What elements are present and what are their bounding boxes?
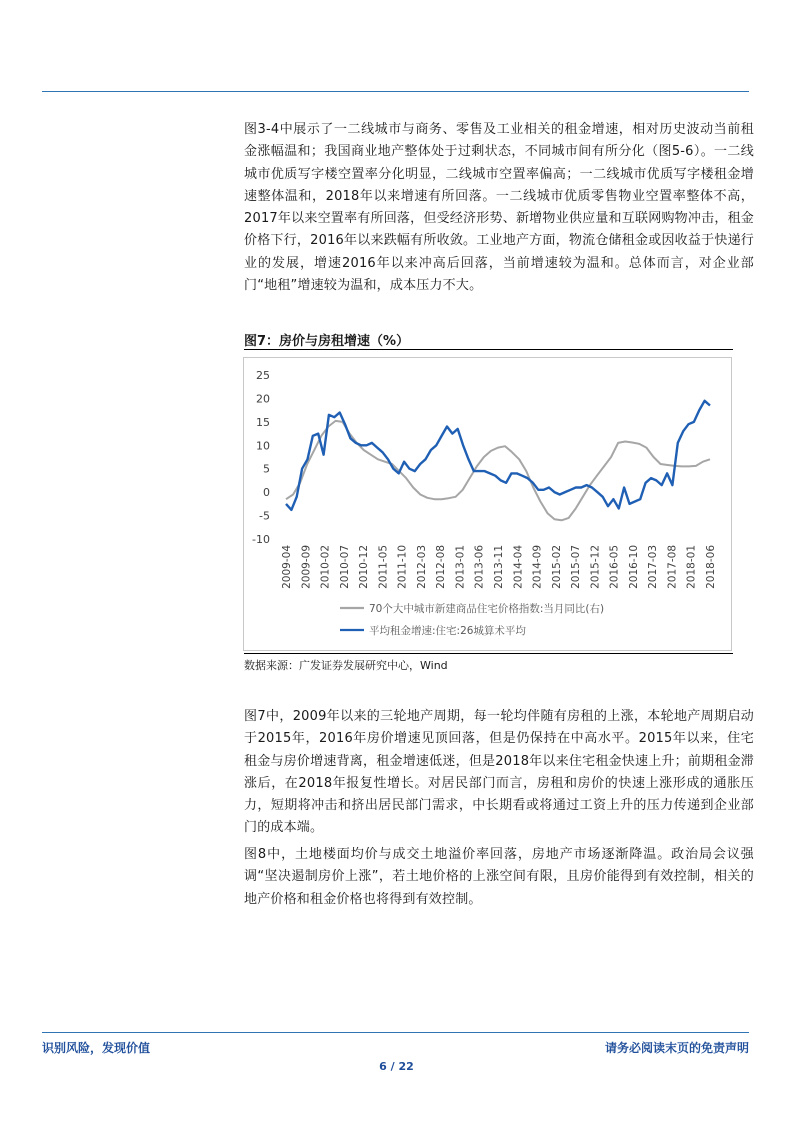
y-tick-label: 0 (263, 486, 270, 500)
x-tick-label: 2012-08 (435, 545, 448, 589)
figure-bottom-rule (244, 653, 733, 654)
figure-title: 图7：房价与房租增速（%） (244, 334, 410, 349)
x-tick-label: 2013-11 (493, 545, 505, 589)
y-tick-label: 10 (256, 439, 270, 453)
x-tick-label: 2010-02 (319, 545, 332, 589)
footer-slogan: 识别风险，发现价值 (42, 1041, 151, 1055)
page-separator: / (386, 1060, 399, 1073)
x-tick-label: 2017-08 (666, 545, 679, 589)
x-tick-label: 2009-09 (300, 545, 313, 589)
x-tick-label: 2010-12 (358, 545, 371, 589)
y-tick-label: 20 (256, 392, 270, 406)
x-tick-label: 2009-04 (281, 545, 293, 589)
figure-source: 数据来源：广发证券发展研究中心，Wind (244, 659, 448, 672)
x-tick-label: 2014-04 (512, 545, 525, 589)
y-tick-label: -10 (252, 533, 270, 546)
x-tick-label: 2013-06 (473, 545, 486, 589)
footer-rule (42, 1032, 749, 1033)
x-tick-label: 2017-03 (647, 545, 660, 589)
x-tick-label: 2015-07 (570, 545, 583, 589)
x-tick-label: 2010-07 (338, 545, 351, 589)
chart-container (243, 357, 732, 651)
series-line-rent (286, 401, 710, 510)
legend-label: 70个大中城市新建商品住宅价格指数:当月同比(右) (369, 603, 605, 615)
x-tick-label: 2014-09 (531, 545, 544, 589)
x-tick-label: 2018-01 (685, 545, 698, 589)
y-tick-label: 5 (263, 462, 270, 476)
y-axis (252, 369, 270, 546)
series-lines (286, 401, 710, 521)
price-rent-chart (244, 358, 731, 650)
y-tick-label: -5 (259, 509, 270, 523)
x-tick-label: 2012-03 (415, 545, 428, 589)
page-total: 22 (398, 1060, 414, 1073)
body-paragraph-3: 图8中，土地楼面均价与成交土地溢价率回落，房地产市场逐渐降温。政治局会议强调“坚决遏制房价上涨”，若土地价格的上涨空间有限，且房价能得到有效控制，相关的地产价格和租金价格也将得到有效控制。 (244, 847, 754, 907)
page-current: 6 (379, 1060, 387, 1073)
x-tick-label: 2011-10 (396, 545, 409, 589)
x-tick-label: 2011-05 (377, 545, 390, 589)
body-paragraph-1: 图3-4中展示了一二线城市与商务、零售及工业相关的租金增速，相对历史波动当前租金涨幅温和；我国商业地产整体处于过剩状态，不同城市间有所分化（图5-6）。一二线城市优质写字楼空置率分化明显，二线城市空置率偏高；一二线城市优质写字楼租金增速整体温和，2018年以来增速有所回落。一二线城市优质零售物业空置率整体不高，2017年以来空置率有所回落，但受经济形势、新增物业供应量和互联网购物冲击，租金价格下行，2016年以来跌幅有所收敛。工业地产方面，物流仓储租金或因收益于快递行业的发展，增速2016年以来冲高后回落，当前增速较为温和。总体而言，对企业部门“地租”增速较为温和，成本压力不大。 (244, 122, 754, 294)
x-tick-label: 2015-02 (550, 545, 563, 589)
x-tick-label: 2013-01 (454, 545, 467, 589)
x-axis (281, 545, 717, 589)
chart-legend (340, 602, 604, 637)
x-tick-label: 2018-06 (705, 545, 717, 589)
footer-disclaimer: 请务必阅读末页的免责声明 (604, 1041, 749, 1055)
body-paragraph-2: 图7中，2009年以来的三轮地产周期，每一轮均伴随有房租的上涨，本轮地产周期启动于2015年，2016年房价增速见顶回落，但是仍保持在中高水平。2015年以来，住宅租金与房价增速背离，租金增速低迷，但是2018年以来住宅租金快速上升；前期租金滞涨后，在2018年报复性增长。对居民部门而言，房租和房价的快速上涨形成的通胀压力，短期将冲击和挤出居民部门需求，中长期看或将通过工资上升的压力传递到企业部门的成本端。 (244, 709, 754, 836)
figure-top-rule (244, 349, 733, 350)
x-tick-label: 2016-10 (627, 545, 640, 589)
header-rule (42, 91, 749, 92)
y-tick-label: 15 (256, 415, 270, 429)
x-tick-label: 2016-05 (608, 545, 621, 589)
legend-label: 平均租金增速:住宅:26城算术平均 (369, 625, 526, 637)
page-number (0, 1060, 793, 1073)
x-tick-label: 2015-12 (589, 545, 602, 589)
y-tick-label: 25 (256, 369, 270, 382)
